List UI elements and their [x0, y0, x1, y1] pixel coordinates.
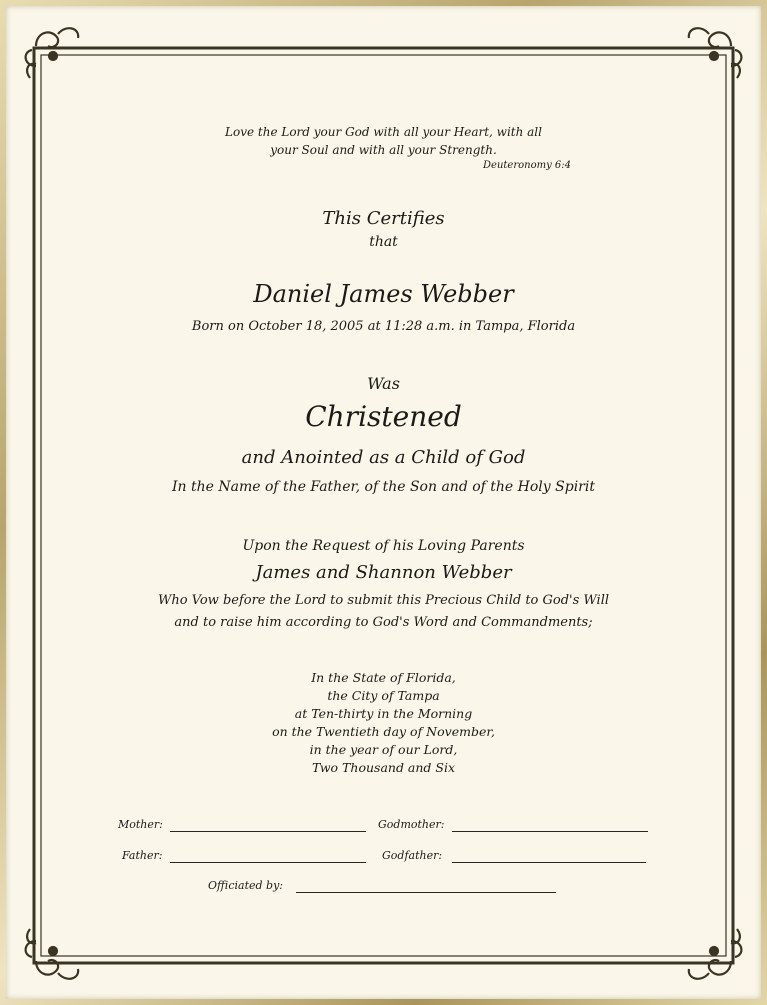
that-text: that	[369, 234, 398, 250]
detail-city: the City of Tampa	[327, 688, 440, 703]
request-text: Upon the Request of his Loving Parents	[242, 538, 525, 554]
detail-day: on the Twentieth day of November,	[272, 724, 495, 739]
godmother-label: Godmother:	[378, 818, 445, 831]
godfather-label: Godfather:	[382, 849, 443, 862]
detail-year: Two Thousand and Six	[311, 760, 456, 775]
vow-line-1: Who Vow before the Lord to submit this Precious Child to God's Will	[157, 593, 610, 608]
verse-line-2: your Soul and with all your Strength.	[270, 143, 497, 157]
verse-reference: Deuteronomy 6:4	[483, 160, 571, 171]
christened-title: Christened	[305, 400, 462, 433]
father-signature-line	[170, 862, 366, 863]
verse-line-1: Love the Lord your God with all your Heart, with all	[225, 125, 542, 139]
vow-line-2: and to raise him according to God's Word and Commandments;	[174, 615, 593, 630]
was-text: Was	[367, 374, 400, 393]
parent-names: James and Shannon Webber	[255, 562, 512, 583]
mother-label: Mother:	[118, 818, 163, 831]
child-name: Daniel James Webber	[253, 280, 514, 308]
trinity-text: In the Name of the Father, of the Son and of the Holy Spirit	[172, 479, 595, 495]
godmother-signature-line	[452, 831, 648, 832]
godfather-signature-line	[452, 862, 646, 863]
anointed-text: and Anointed as a Child of God	[241, 447, 526, 468]
detail-year-intro: in the year of our Lord,	[309, 742, 458, 757]
detail-time: at Ten-thirty in the Morning	[294, 706, 473, 721]
birth-details: Born on October 18, 2005 at 11:28 a.m. in Tampa, Florida	[191, 319, 576, 334]
father-label: Father:	[122, 849, 163, 862]
certifies-heading: This Certifies	[322, 208, 445, 229]
detail-state: In the State of Florida,	[311, 670, 456, 685]
officiated-label: Officiated by:	[208, 879, 283, 892]
mother-signature-line	[170, 831, 366, 832]
certificate-paper	[6, 6, 761, 999]
officiant-signature-line	[296, 892, 556, 893]
